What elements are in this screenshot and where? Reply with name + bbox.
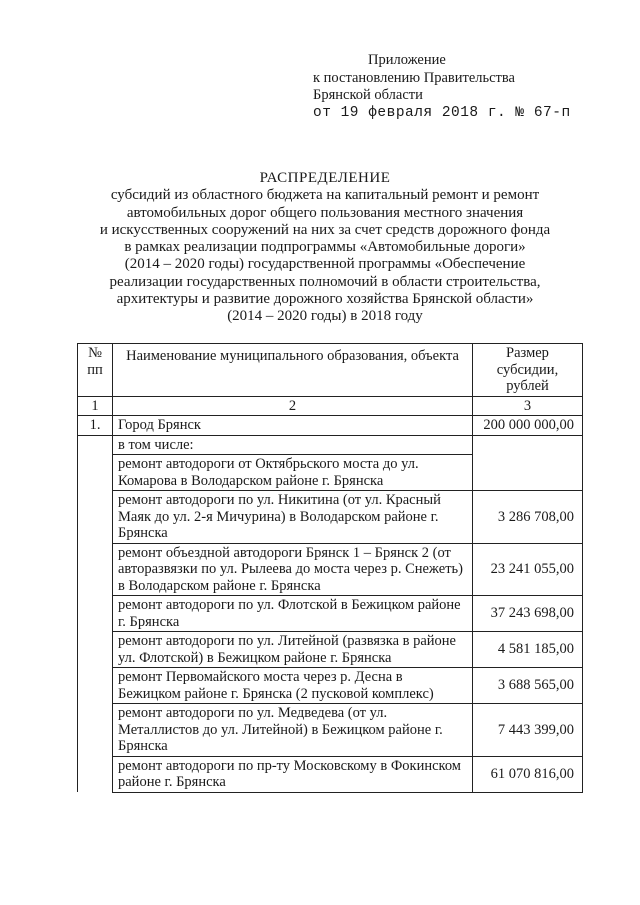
header-amount: Размер субсидии, рублей [473, 344, 583, 397]
row-name: ремонт объездной автодороги Брянск 1 – Брянск 2 (от авторазвязки по ул. Рылеева до моста через р. Снежеть) в Володарском районе г. Брянска [113, 543, 473, 596]
table-row [78, 668, 583, 704]
subsidy-table [77, 343, 583, 793]
col-number-3: 3 [473, 396, 583, 416]
row-amount: 4 581 185,00 [473, 632, 583, 668]
title-line: архитектуры и развитие дорожного хозяйства Брянской области» [116, 291, 534, 308]
document-title [60, 170, 590, 326]
table-row [78, 416, 583, 436]
row-amount [473, 435, 583, 491]
row-amount: 37 243 698,00 [473, 596, 583, 632]
header-num: № пп [78, 344, 113, 397]
header-name: Наименование муниципального образования, объекта [113, 344, 473, 397]
table-row [78, 632, 583, 668]
row-num: 1. [78, 416, 113, 436]
region-name: Брянской области [313, 87, 423, 103]
col-number-1: 1 [78, 396, 113, 416]
title-line: (2014 – 2020 годы) в 2018 году [227, 308, 423, 325]
title-line: реализации государственных полномочий в области строительства, [109, 273, 541, 290]
row-amount: 23 241 055,00 [473, 543, 583, 596]
table-row [78, 491, 583, 544]
row-name: ремонт автодороги по ул. Литейной (развязка в районе ул. Флотской) в Бежицком районе г. Брянска [113, 632, 473, 668]
table-row [78, 543, 583, 596]
title-line: (2014 – 2020 годы) государственной программы «Обеспечение [124, 256, 526, 273]
table-row [78, 435, 583, 455]
row-num [78, 435, 113, 792]
document-header [313, 52, 571, 122]
title-line: и искусственных сооружений на них за счет средств дорожного фонда [99, 221, 551, 238]
row-name: Город Брянск [113, 416, 473, 436]
title-line: в рамках реализации подпрограммы «Автомобильные дороги» [124, 239, 526, 256]
row-name: ремонт автодороги по ул. Никитина (от ул. Красный Маяк до ул. 2-я Мичурина) в Володарском районе г. Брянска [113, 491, 473, 544]
row-name: ремонт автодороги по ул. Флотской в Бежицком районе г. Брянска [113, 596, 473, 632]
title-line: автомобильных дорог общего пользования местного значения [126, 204, 524, 221]
row-amount: 200 000 000,00 [473, 416, 583, 436]
row-name: ремонт автодороги по пр-ту Московскому в Фокинском районе г. Брянска [113, 756, 473, 792]
row-name: ремонт Первомайского моста через р. Десна в Бежицком районе г. Брянска (2 пусковой комплекс) [113, 668, 473, 704]
col-number-2: 2 [113, 396, 473, 416]
title-heading: РАСПРЕДЕЛЕНИЕ [259, 170, 391, 186]
row-amount: 3 286 708,00 [473, 491, 583, 544]
row-amount: 7 443 399,00 [473, 704, 583, 757]
row-amount: 61 070 816,00 [473, 756, 583, 792]
table-row [78, 596, 583, 632]
appendix-label: Приложение [368, 52, 446, 68]
table-header-row [78, 344, 583, 397]
row-name: в том числе: [113, 435, 473, 455]
resolution-reference: к постановлению Правительства [313, 69, 515, 86]
row-name: ремонт автодороги по ул. Медведева (от ул. Металлистов до ул. Литейной) в Бежицком районе г. Брянска [113, 704, 473, 757]
table-row [78, 756, 583, 792]
table-row [78, 704, 583, 757]
column-number-row [78, 396, 583, 416]
row-name: ремонт автодороги от Октябрьского моста до ул. Комарова в Володарском районе г. Брянска [113, 455, 473, 491]
resolution-date-number: от 19 февраля 2018 г. № 67-п [313, 104, 571, 121]
row-amount: 3 688 565,00 [473, 668, 583, 704]
title-line: субсидий из областного бюджета на капитальный ремонт и ремонт [110, 187, 540, 204]
